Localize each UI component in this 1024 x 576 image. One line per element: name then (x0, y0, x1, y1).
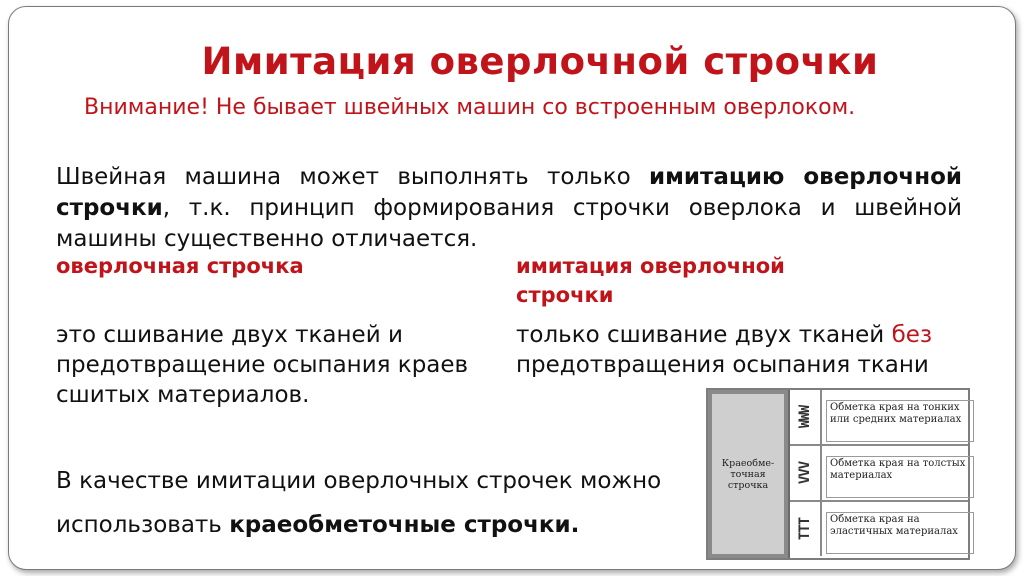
stitch-row (790, 446, 968, 502)
paragraph-bold: имитацию оверлочной строчки (56, 164, 963, 221)
right-column-body (516, 320, 956, 380)
right-column-heading: имитация оверлочной строчки (516, 254, 785, 307)
bottom-text (56, 459, 716, 547)
stitch-row (790, 502, 968, 556)
bottom-line2: использовать (56, 512, 230, 538)
stitch-row (790, 390, 968, 446)
bottom-bold: краеобметочные строчки. (229, 512, 580, 538)
main-paragraph (56, 162, 962, 255)
stitch-symbol-icon: TTT (790, 502, 822, 556)
stitch-table-image (706, 388, 970, 560)
right-body-part1: только сшивание двух тканей (516, 322, 892, 348)
stitch-row-label: Обметка края на эластичных материалах (826, 512, 974, 554)
right-body-part2: предотвращения осыпания ткани (516, 352, 929, 378)
stitch-category-cell (708, 390, 790, 558)
left-column-heading: оверлочная строчка (56, 254, 304, 278)
bottom-line1: В качестве имитации оверлочных строчек можно (56, 468, 662, 494)
paragraph-part2: , т.к. принцип формирования строчки оверлока и швейной машины существенно отличается. (56, 195, 962, 252)
paragraph-part1: Швейная машина может выполнять только (56, 164, 649, 190)
stitch-category-label: Краеобме-точная строчка (712, 394, 784, 554)
stitch-symbol-icon: VVV (790, 446, 822, 500)
stitch-row-label: Обметка края на толстых материалах (826, 456, 974, 498)
stitch-symbol-icon: WWW (790, 390, 822, 444)
stitch-row-label: Обметка края на тонких или средних материалах (826, 400, 974, 442)
warning-text: Внимание! Не бывает швейных машин со встроенным оверлоком. (84, 95, 856, 120)
right-body-red: без (891, 322, 933, 348)
left-column-body: это сшивание двух тканей и предотвращение осыпания краев сшитых материалов. (56, 322, 469, 408)
slide-title: Имитация оверлочной строчки (201, 40, 879, 83)
